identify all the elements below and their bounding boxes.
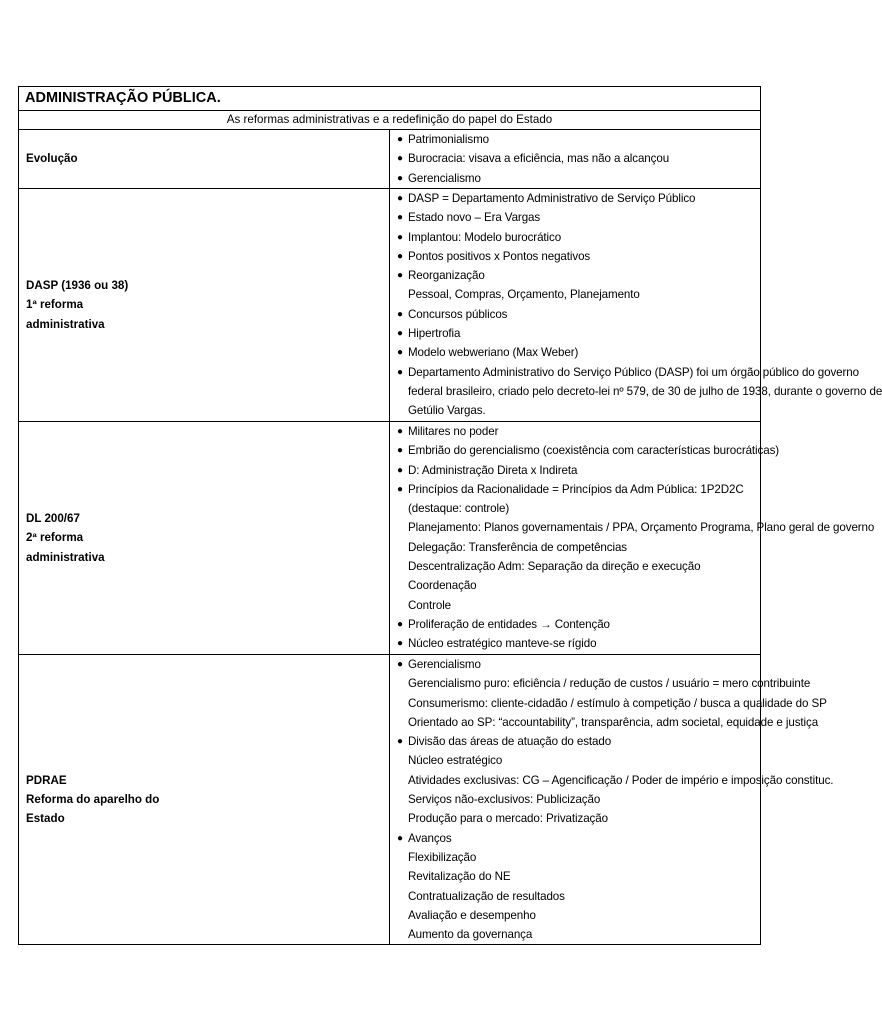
table-row — [19, 130, 761, 189]
row-label — [19, 130, 390, 189]
item-text: (destaque: controle) — [408, 502, 510, 516]
list-item — [396, 674, 811, 693]
bullet-icon: ● — [397, 308, 403, 320]
item-text: Planejamento: Planos governamentais / PPA, Orçamento Programa, Plano geral de governo — [408, 521, 875, 535]
item-text: Avaliação e desempenho — [408, 908, 536, 922]
bullet-icon: ● — [397, 134, 403, 145]
list-item — [396, 925, 756, 944]
bullet-item — [396, 305, 756, 324]
item-text: Getúlio Vargas. — [408, 404, 486, 418]
item-text: Atividades exclusivas: CG – Agencificação / Poder de império e imposição constituc. — [408, 773, 834, 787]
item-text: D: Administração Direta x Indireta — [408, 463, 578, 477]
item-text: Flexibilização — [408, 850, 477, 864]
row-content — [390, 130, 761, 189]
bullet-icon: ● — [397, 445, 403, 457]
bullet-icon: ● — [397, 638, 403, 650]
row-label-line: administrativa — [26, 550, 105, 564]
list-item — [396, 285, 756, 304]
item-text: Descentralização Adm: Separação da direção e execução — [408, 560, 701, 574]
reform-table — [18, 86, 882, 945]
list-item — [396, 867, 756, 886]
bullet-item — [396, 169, 756, 188]
bullet-icon: ● — [397, 659, 403, 670]
title-row — [19, 87, 761, 111]
bullet-icon: ● — [397, 328, 403, 340]
item-text: Militares no poder — [408, 425, 499, 438]
list-item — [396, 596, 756, 615]
item-text: Gerencialismo — [408, 658, 481, 671]
list-item — [396, 576, 756, 595]
list-item — [396, 887, 756, 906]
item-text: Avanços — [408, 831, 452, 845]
row-label-line: DASP (1936 ou 38) — [26, 279, 129, 293]
bullet-icon: ● — [397, 483, 403, 495]
bullet-icon: ● — [397, 231, 403, 243]
item-text: Gerencialismo puro: eficiência / redução de custos / usuário = mero contribuinte — [408, 677, 811, 691]
list-item — [396, 401, 756, 420]
row-label-line: DL 200/67 — [26, 512, 80, 526]
item-text: DASP = Departamento Administrativo de Serviço Público — [408, 192, 696, 205]
list-item — [396, 906, 756, 925]
list-item — [396, 713, 819, 732]
row-label — [19, 189, 390, 422]
bullet-icon: ● — [397, 618, 403, 630]
table-row — [19, 189, 761, 422]
bullet-item — [396, 422, 756, 441]
list-item — [396, 848, 756, 867]
bullet-icon: ● — [397, 250, 403, 262]
item-text: Modelo webweriano (Max Weber) — [408, 346, 579, 360]
item-text: Pessoal, Compras, Orçamento, Planejamento — [408, 288, 640, 302]
row-content — [390, 189, 882, 422]
bullet-item — [396, 634, 756, 653]
item-text: Produção para o mercado: Privatização — [408, 812, 608, 826]
bullet-item — [396, 461, 756, 480]
item-text: Embrião do gerencialismo (coexistência com características burocráticas) — [408, 444, 780, 458]
bullet-item — [396, 189, 756, 208]
item-text: Divisão das áreas de atuação do estado — [408, 735, 612, 749]
item-text: Estado novo – Era Vargas — [408, 211, 541, 225]
item-text: Serviços não-exclusivos: Publicização — [408, 793, 601, 807]
item-text: Hipertrofia — [408, 327, 461, 341]
bullet-item — [396, 615, 756, 634]
row-label-line: Reforma do aparelho do — [26, 793, 160, 807]
bullet-item — [396, 228, 756, 247]
item-text: Princípios da Racionalidade = Princípios da Adm Pública: 1P2D2C — [408, 482, 744, 496]
item-text: Implantou: Modelo burocrático — [408, 230, 562, 244]
bullet-item — [396, 655, 756, 674]
item-text: Contratualização de resultados — [408, 889, 565, 903]
item-text: Burocracia: visava a eficiência, mas não a alcançou — [408, 152, 670, 166]
bullet-item — [396, 149, 756, 168]
subtitle-row — [19, 111, 761, 130]
bullet-item — [396, 441, 780, 460]
item-text: Aumento da governança — [408, 928, 533, 942]
bullet-icon: ● — [397, 366, 403, 378]
bullet-icon: ● — [397, 212, 403, 224]
row-label-line: PDRAE — [26, 773, 67, 787]
row-label-line: 1ª reforma — [26, 298, 84, 312]
bullet-item — [396, 363, 859, 382]
item-text: Proliferação de entidades → Contenção — [408, 617, 610, 631]
bullet-item — [396, 208, 756, 227]
list-item — [396, 499, 756, 518]
row-content — [390, 422, 875, 655]
item-text: Reorganização — [408, 269, 485, 283]
bullet-icon: ● — [397, 426, 403, 437]
table-row — [19, 422, 761, 655]
item-text: Gerencialismo — [408, 171, 481, 185]
item-text: Orientado ao SP: “accountability”, transparência, adm societal, equidade e justiça — [408, 715, 819, 729]
item-text: Delegação: Transferência de competências — [408, 540, 627, 554]
table-row — [19, 655, 761, 945]
bullet-item — [396, 343, 756, 362]
list-item — [396, 538, 756, 557]
table-title: ADMINISTRAÇÃO PÚBLICA. — [19, 87, 761, 111]
item-text: Consumerismo: cliente-cidadão / estímulo à competição / busca a qualidade do SP — [408, 696, 827, 710]
list-item — [396, 809, 756, 828]
bullet-item — [396, 324, 756, 343]
item-text: Patrimonialismo — [408, 133, 489, 146]
item-text: Concursos públicos — [408, 307, 508, 321]
bullet-icon: ● — [397, 736, 403, 748]
bullet-item — [396, 480, 756, 499]
bullet-icon: ● — [397, 172, 403, 184]
row-label-line: 2ª reforma — [26, 531, 84, 545]
bullet-item — [396, 247, 756, 266]
bullet-icon: ● — [397, 832, 403, 844]
item-text: Coordenação — [408, 579, 477, 593]
row-label — [19, 422, 390, 655]
row-label — [19, 655, 390, 945]
bullet-icon: ● — [397, 347, 403, 359]
row-label-line: Evolução — [26, 152, 78, 166]
bullet-item — [396, 130, 756, 149]
list-item — [396, 771, 834, 790]
item-text: Núcleo estratégico manteve-se rígido — [408, 637, 597, 651]
item-text: Pontos positivos x Pontos negativos — [408, 249, 591, 263]
table-subtitle: As reformas administrativas e a redefinição do papel do Estado — [19, 111, 761, 130]
row-label-line: Estado — [26, 812, 65, 826]
item-text: Controle — [408, 598, 452, 612]
bullet-item — [396, 829, 756, 848]
row-label-line: administrativa — [26, 317, 105, 331]
row-content — [390, 655, 834, 945]
item-text: Departamento Administrativo do Serviço Público (DASP) foi um órgão público do governo — [408, 365, 859, 379]
item-text: Revitalização do NE — [408, 870, 511, 884]
bullet-icon: ● — [397, 153, 403, 165]
list-item — [396, 557, 756, 576]
list-item — [396, 694, 827, 713]
list-item — [396, 790, 756, 809]
bullet-icon: ● — [397, 270, 403, 282]
list-item — [396, 751, 756, 770]
item-text: Núcleo estratégico — [408, 754, 503, 768]
item-text: federal brasileiro, criado pelo decreto-lei nº 579, de 30 de julho de 1938, durante o governo de — [408, 384, 882, 398]
bullet-item — [396, 266, 756, 285]
bullet-icon: ● — [397, 193, 403, 204]
bullet-item — [396, 732, 756, 751]
list-item — [396, 518, 875, 537]
list-item — [396, 382, 882, 401]
bullet-icon: ● — [397, 464, 403, 476]
